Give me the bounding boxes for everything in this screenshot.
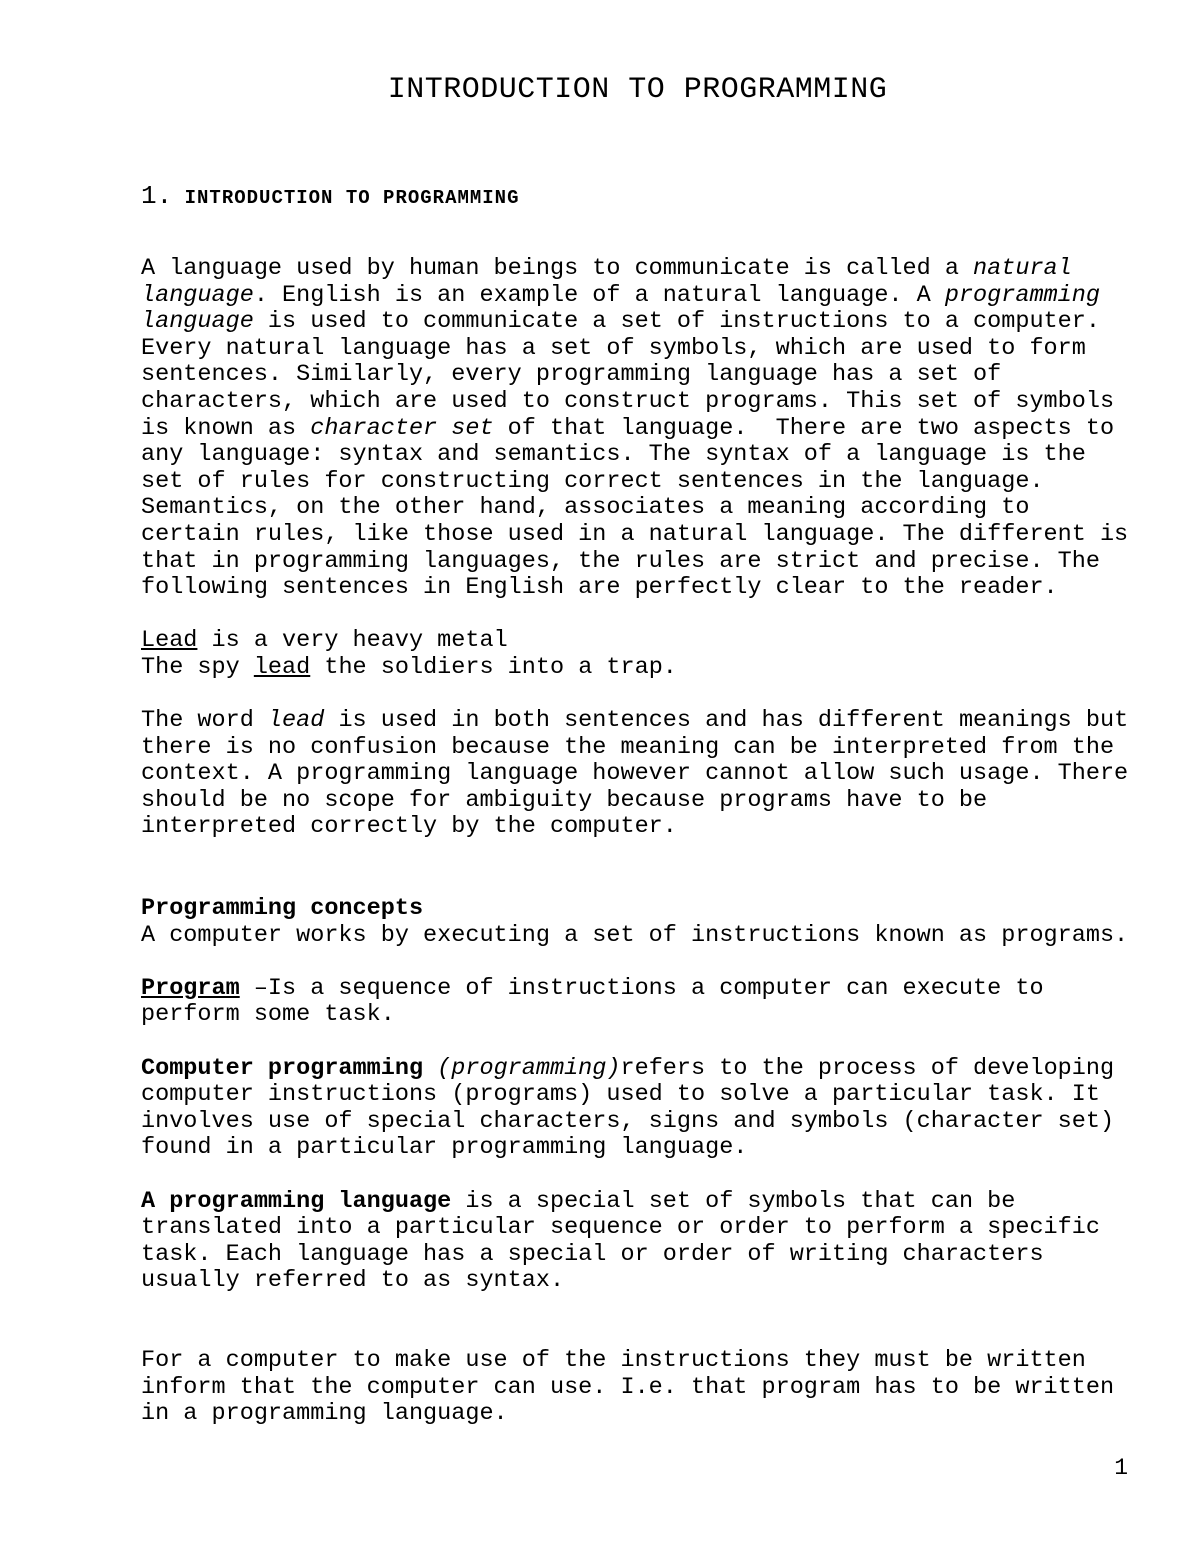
text-line: following sentences in English are perfectly clear to the reader.	[141, 574, 1058, 602]
text-line: Semantics, on the other hand, associates a meaning according to	[141, 494, 1030, 522]
definition-program	[141, 976, 1151, 1029]
text-line: A computer works by executing a set of instructions known as programs.	[141, 921, 1129, 949]
document-body	[141, 180, 1151, 1428]
text-line: usually referred to as syntax.	[141, 1267, 565, 1295]
definition-programming-language	[141, 1189, 1151, 1295]
text-line: task. Each language has a special or order of writing characters	[141, 1240, 1044, 1268]
text-line: The word lead is used in both sentences and has different meanings but	[141, 707, 1129, 735]
emphasis-language: language	[141, 281, 254, 309]
text-line: Every natural language has a set of symbols, which are used to form	[141, 334, 1086, 362]
text-line: should be no scope for ambiguity because programs have to be	[141, 786, 988, 814]
text-line: involves use of special characters, signs and symbols (character set)	[141, 1107, 1115, 1135]
underlined-lead: lead	[253, 653, 311, 681]
text-line: language. English is an example of a natural language. A programming	[141, 281, 1100, 309]
text-line: in a programming language.	[141, 1400, 508, 1428]
paragraph-ambiguity	[141, 708, 1151, 841]
text-line: A programming language is a special set of symbols that can be	[141, 1187, 1016, 1215]
text-line: certain rules, like those used in a natural language. The different is	[141, 520, 1129, 548]
term-computer-programming: Computer programming	[141, 1054, 424, 1082]
document-title: INTRODUCTION TO PROGRAMMING	[387, 73, 888, 107]
text-line: context. A programming language however cannot allow such usage. There	[141, 760, 1129, 788]
section-number: 1.	[141, 181, 173, 211]
text-line: language is used to communicate a set of instructions to a computer.	[141, 308, 1100, 336]
section-heading	[141, 180, 1151, 214]
emphasis-language: language	[141, 308, 254, 336]
text-line: computer instructions (programs) used to solve a particular task. It	[141, 1081, 1100, 1109]
definition-computer-programming	[141, 1056, 1151, 1162]
text-line: found in a particular programming language.	[141, 1134, 748, 1162]
programming-concepts	[141, 896, 1151, 949]
text-line: set of rules for constructing correct sentences in the language.	[141, 467, 1044, 495]
example-line: The spy lead the soldiers into a trap.	[141, 653, 677, 681]
example-line: Lead is a very heavy metal	[141, 627, 508, 655]
text-line: Computer programming (programming)refers to the process of developing	[141, 1054, 1115, 1082]
page-number: 1	[1114, 1455, 1128, 1481]
text-line: inform that the computer can use. I.e. that program has to be written	[141, 1373, 1115, 1401]
emphasis-lead: lead	[267, 707, 325, 735]
paragraph-natural-language	[141, 256, 1151, 602]
underlined-lead: Lead	[141, 627, 198, 655]
paragraph-closing	[141, 1348, 1151, 1428]
text-line: perform some task.	[141, 1001, 395, 1029]
text-line: interpreted correctly by the computer.	[141, 813, 677, 841]
text-line: sentences. Similarly, every programming language has a set of	[141, 361, 1002, 389]
text-line: is known as character set of that language. There are two aspects to	[141, 414, 1115, 442]
section-title: INTRODUCTION TO PROGRAMMING	[184, 187, 520, 209]
term-programming-language: A programming language	[141, 1187, 452, 1215]
text-line: A language used by human beings to communicate is called a natural	[141, 255, 1072, 282]
text-line: translated into a particular sequence or order to perform a specific	[141, 1214, 1100, 1242]
text-line: any language: syntax and semantics. The syntax of a language is the	[141, 441, 1086, 469]
emphasis-programming: (programming)	[437, 1054, 621, 1082]
text-line: For a computer to make use of the instructions they must be written	[141, 1346, 1086, 1374]
text-line: Program –Is a sequence of instructions a computer can execute to	[141, 974, 1044, 1002]
example-sentences	[141, 628, 1151, 681]
text-line: characters, which are used to construct programs. This set of symbols	[141, 387, 1115, 415]
text-line: there is no confusion because the meaning can be interpreted from the	[141, 733, 1115, 761]
text-line: that in programming languages, the rules are strict and precise. The	[141, 547, 1100, 575]
term-program: Program	[141, 974, 240, 1002]
subheading-programming-concepts: Programming concepts	[141, 895, 424, 923]
emphasis-character-set: character set	[310, 414, 494, 442]
emphasis-natural: natural	[973, 255, 1072, 282]
emphasis-programming: programming	[944, 281, 1100, 309]
